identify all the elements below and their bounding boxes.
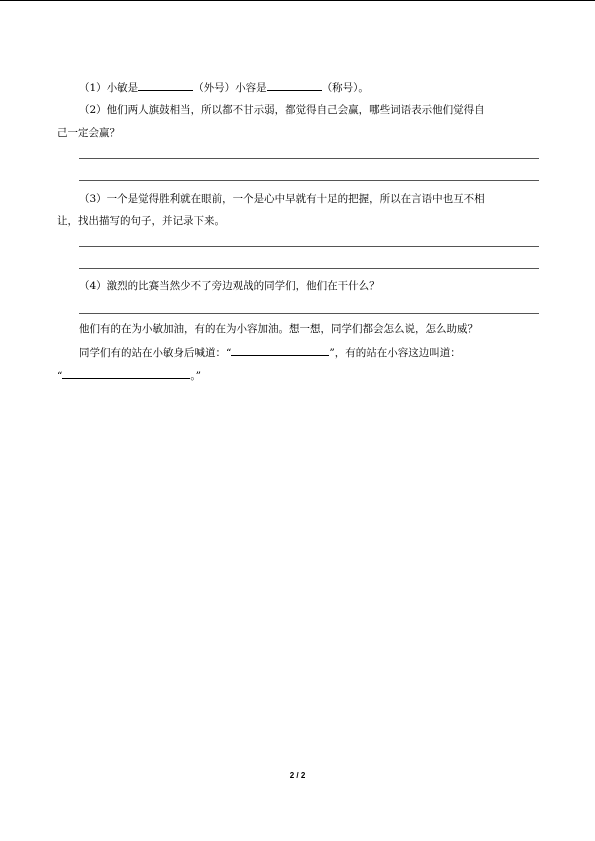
q4-line-1: （4）激烈的比赛当然少不了旁边观战的同学们，他们在干什么？ bbox=[79, 280, 380, 292]
q1-hint-2: （称号）。 bbox=[321, 82, 369, 94]
q2-answer-line-1[interactable] bbox=[79, 158, 539, 159]
q4-answer-line[interactable] bbox=[79, 313, 539, 314]
q4-line-2: 他们有的在为小敏加油，有的在为小容加油。想一想，同学们都会怎么说，怎么助威？ bbox=[79, 323, 478, 335]
q4-open-quote: “ bbox=[57, 370, 63, 382]
q4-line-3 bbox=[79, 344, 461, 360]
q4-line-4 bbox=[57, 367, 201, 383]
q2-line-2: 己一定会赢？ bbox=[57, 127, 120, 139]
q4-close-quote: 。” bbox=[190, 370, 201, 382]
q3-line-1: （3）一个是觉得胜利就在眼前，一个是心中早就有十足的把握，所以在言语中也互不相 bbox=[79, 193, 485, 205]
q2-line-1: （2）他们两人旗鼓相当，所以都不甘示弱，都觉得自己会赢，哪些词语表示他们觉得自 bbox=[79, 104, 485, 116]
header-rule bbox=[0, 0, 595, 1]
q1-text-1: 小敏是 bbox=[106, 82, 139, 94]
q3-answer-line-1[interactable] bbox=[79, 246, 539, 247]
q2-answer-line-2[interactable] bbox=[79, 180, 539, 181]
q3-answer-line-2[interactable] bbox=[79, 268, 539, 269]
q1-blank-2[interactable] bbox=[267, 79, 322, 91]
q4-line-3-text-b: ”，有的站在小容这边叫道： bbox=[329, 347, 461, 359]
q1-number: （1） bbox=[79, 82, 107, 94]
q1-hint-1: （外号） bbox=[193, 82, 236, 94]
q1-text-2: 小容是 bbox=[235, 82, 267, 94]
question-1 bbox=[79, 79, 369, 95]
q4-blank-2[interactable] bbox=[62, 367, 190, 379]
q3-line-2: 让，找出描写的句子，并记录下来。 bbox=[57, 215, 225, 227]
q4-blank-1[interactable] bbox=[231, 344, 329, 356]
q1-blank-1[interactable] bbox=[138, 79, 193, 91]
page-number: 2 / 2 bbox=[289, 771, 306, 780]
q4-line-3-text-a: 同学们有的站在小敏身后喊道：“ bbox=[79, 347, 232, 359]
